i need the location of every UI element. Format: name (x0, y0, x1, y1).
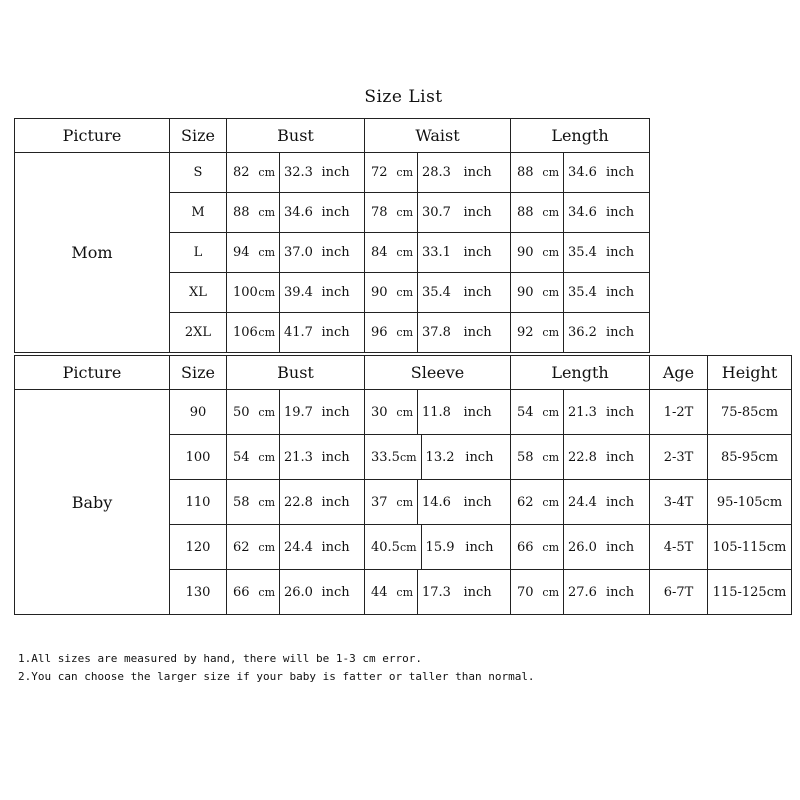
cm-unit: cm (258, 495, 275, 509)
cm-unit: cm (396, 206, 413, 219)
size-cell: 2XL (170, 313, 227, 353)
cm-unit: cm (542, 286, 559, 299)
measure-cell (227, 480, 365, 525)
cm-unit: cm (396, 286, 413, 299)
header-length: Length (511, 119, 650, 153)
header-bust: Bust (227, 356, 365, 390)
cm-value: 90 (371, 285, 388, 300)
inch-value: 14.6 (422, 494, 451, 510)
cm-unit: cm (396, 405, 413, 419)
inch-unit: inch (321, 205, 350, 220)
measure-cell (227, 233, 365, 273)
cm-unit: cm (542, 405, 559, 419)
cm-value: 92 (517, 325, 534, 340)
cm-value: 33.5 (371, 449, 400, 465)
header-picture: Picture (15, 356, 170, 390)
cm-unit: cm (258, 286, 275, 299)
cm-value: 88 (233, 205, 250, 220)
inch-value: 21.3 (284, 449, 313, 465)
age-cell: 3-4T (650, 480, 708, 525)
cm-unit: cm (396, 585, 413, 599)
cm-unit: cm (399, 540, 417, 554)
inch-unit: inch (321, 494, 350, 510)
height-cell: 95-105cm (708, 480, 792, 525)
inch-value: 21.3 (568, 404, 597, 420)
inch-unit: inch (606, 449, 635, 465)
cm-value: 54 (233, 449, 250, 465)
cm-unit: cm (396, 166, 413, 179)
inch-value: 34.6 (568, 165, 597, 180)
header-age: Age (650, 356, 708, 390)
cm-unit: cm (399, 450, 417, 464)
cm-unit: cm (258, 206, 275, 219)
cm-unit: cm (542, 166, 559, 179)
inch-unit: inch (321, 245, 350, 260)
size-cell: 110 (170, 480, 227, 525)
age-cell: 1-2T (650, 390, 708, 435)
measure-cell (511, 435, 650, 480)
cm-value: 40.5 (371, 539, 400, 555)
header-height: Height (708, 356, 792, 390)
size-cell: XL (170, 273, 227, 313)
header-length: Length (511, 356, 650, 390)
inch-value: 26.0 (568, 539, 597, 555)
cm-value: 66 (233, 584, 250, 600)
inch-unit: inch (321, 165, 350, 180)
inch-unit: inch (463, 584, 492, 600)
cm-value: 84 (371, 245, 388, 260)
measure-cell (227, 313, 365, 353)
inch-unit: inch (463, 404, 492, 420)
size-cell: 120 (170, 525, 227, 570)
cm-value: 66 (517, 539, 534, 555)
cm-unit: cm (542, 540, 559, 554)
cm-unit: cm (542, 246, 559, 259)
cm-unit: cm (396, 246, 413, 259)
inch-unit: inch (606, 285, 635, 300)
cm-value: 100 (233, 285, 258, 300)
measure-cell (511, 570, 650, 615)
measure-cell (365, 193, 511, 233)
cm-unit: cm (542, 326, 559, 339)
table-row (15, 390, 792, 435)
cm-value: 72 (371, 165, 388, 180)
inch-value: 26.0 (284, 584, 313, 600)
cm-value: 82 (233, 165, 250, 180)
cm-unit: cm (258, 405, 275, 419)
age-cell: 4-5T (650, 525, 708, 570)
measure-cell (227, 435, 365, 480)
measure-cell (365, 435, 511, 480)
header-size: Size (170, 356, 227, 390)
inch-value: 34.6 (568, 205, 597, 220)
inch-value: 34.6 (284, 205, 313, 220)
inch-unit: inch (321, 539, 350, 555)
measure-cell (227, 570, 365, 615)
inch-unit: inch (463, 285, 492, 300)
cm-unit: cm (258, 326, 275, 339)
height-cell: 105-115cm (708, 525, 792, 570)
cm-unit: cm (542, 495, 559, 509)
inch-value: 13.2 (425, 449, 455, 465)
inch-unit: inch (606, 325, 635, 340)
inch-unit: inch (606, 245, 635, 260)
inch-unit: inch (606, 539, 635, 555)
measure-cell (365, 390, 511, 435)
cm-value: 54 (517, 404, 534, 420)
measure-cell (365, 313, 511, 353)
cm-unit: cm (542, 585, 559, 599)
cm-value: 78 (371, 205, 388, 220)
height-cell: 75-85cm (708, 390, 792, 435)
age-cell: 2-3T (650, 435, 708, 480)
cm-unit: cm (396, 495, 413, 509)
size-cell: 90 (170, 390, 227, 435)
inch-unit: inch (606, 165, 635, 180)
measure-cell (511, 233, 650, 273)
measure-cell (511, 193, 650, 233)
cm-value: 106 (233, 325, 258, 340)
baby-size-table (14, 355, 792, 615)
inch-value: 35.4 (422, 285, 451, 300)
inch-value: 37.8 (422, 325, 451, 340)
inch-value: 37.0 (284, 245, 313, 260)
inch-unit: inch (606, 404, 635, 420)
inch-value: 33.1 (422, 245, 451, 260)
header-picture: Picture (15, 119, 170, 153)
inch-unit: inch (321, 325, 350, 340)
cm-value: 62 (517, 494, 534, 510)
cm-unit: cm (258, 540, 275, 554)
cm-value: 58 (517, 449, 534, 465)
cm-unit: cm (542, 450, 559, 464)
cm-value: 50 (233, 404, 250, 420)
cm-unit: cm (258, 585, 275, 599)
cm-unit: cm (258, 246, 275, 259)
inch-unit: inch (321, 584, 350, 600)
size-cell: S (170, 153, 227, 193)
inch-value: 35.4 (568, 285, 597, 300)
inch-value: 15.9 (425, 539, 455, 555)
measure-cell (511, 480, 650, 525)
inch-unit: inch (463, 245, 492, 260)
measure-cell (511, 390, 650, 435)
inch-value: 39.4 (284, 285, 313, 300)
inch-value: 30.7 (422, 205, 451, 220)
inch-unit: inch (465, 539, 494, 555)
inch-value: 24.4 (284, 539, 313, 555)
age-cell: 6-7T (650, 570, 708, 615)
inch-unit: inch (463, 325, 492, 340)
measure-cell (365, 480, 511, 525)
height-cell: 115-125cm (708, 570, 792, 615)
cm-value: 62 (233, 539, 250, 555)
inch-unit: inch (463, 165, 492, 180)
inch-unit: inch (606, 584, 635, 600)
cm-value: 58 (233, 494, 250, 510)
inch-value: 32.3 (284, 165, 313, 180)
inch-value: 36.2 (568, 325, 597, 340)
cm-unit: cm (396, 326, 413, 339)
inch-value: 19.7 (284, 404, 313, 420)
inch-value: 41.7 (284, 325, 313, 340)
cm-value: 90 (517, 245, 534, 260)
size-cell: 130 (170, 570, 227, 615)
cm-value: 30 (371, 404, 388, 420)
header-size: Size (170, 119, 227, 153)
note-line: 1.All sizes are measured by hand, there will be 1-3 cm error. (18, 652, 422, 665)
inch-unit: inch (321, 404, 350, 420)
inch-unit: inch (463, 205, 492, 220)
page-title: Size List (364, 87, 443, 107)
inch-value: 11.8 (422, 404, 451, 420)
header-bust: Bust (227, 119, 365, 153)
baby-header-row (15, 356, 792, 390)
group-label: Baby (15, 390, 170, 615)
cm-value: 70 (517, 584, 534, 600)
inch-value: 27.6 (568, 584, 597, 600)
cm-value: 90 (517, 285, 534, 300)
cm-value: 94 (233, 245, 250, 260)
inch-value: 35.4 (568, 245, 597, 260)
inch-unit: inch (463, 494, 492, 510)
inch-unit: inch (321, 285, 350, 300)
notes (18, 650, 535, 686)
inch-unit: inch (465, 449, 494, 465)
cm-value: 88 (517, 165, 534, 180)
inch-value: 22.8 (284, 494, 313, 510)
measure-cell (365, 570, 511, 615)
inch-unit: inch (321, 449, 350, 465)
measure-cell (365, 233, 511, 273)
inch-value: 24.4 (568, 494, 597, 510)
mom-size-table (14, 118, 650, 353)
measure-cell (227, 273, 365, 313)
measure-cell (365, 153, 511, 193)
cm-unit: cm (542, 206, 559, 219)
cm-value: 88 (517, 205, 534, 220)
measure-cell (365, 525, 511, 570)
inch-value: 28.3 (422, 165, 451, 180)
measure-cell (227, 390, 365, 435)
measure-cell (511, 273, 650, 313)
measure-cell (227, 193, 365, 233)
group-label: Mom (15, 153, 170, 353)
measure-cell (511, 153, 650, 193)
inch-value: 17.3 (422, 584, 451, 600)
table-row (15, 153, 650, 193)
size-cell: 100 (170, 435, 227, 480)
cm-unit: cm (258, 450, 275, 464)
note-line: 2.You can choose the larger size if your baby is fatter or taller than normal. (18, 670, 535, 683)
header-sleeve: Sleeve (365, 356, 511, 390)
inch-unit: inch (606, 205, 635, 220)
size-cell: L (170, 233, 227, 273)
measure-cell (511, 525, 650, 570)
cm-value: 44 (371, 584, 388, 600)
inch-value: 22.8 (568, 449, 597, 465)
measure-cell (227, 525, 365, 570)
header-waist: Waist (365, 119, 511, 153)
cm-unit: cm (258, 166, 275, 179)
size-cell: M (170, 193, 227, 233)
mom-header-row (15, 119, 650, 153)
measure-cell (365, 273, 511, 313)
height-cell: 85-95cm (708, 435, 792, 480)
inch-unit: inch (606, 494, 635, 510)
cm-value: 96 (371, 325, 388, 340)
cm-value: 37 (371, 494, 388, 510)
measure-cell (227, 153, 365, 193)
measure-cell (511, 313, 650, 353)
